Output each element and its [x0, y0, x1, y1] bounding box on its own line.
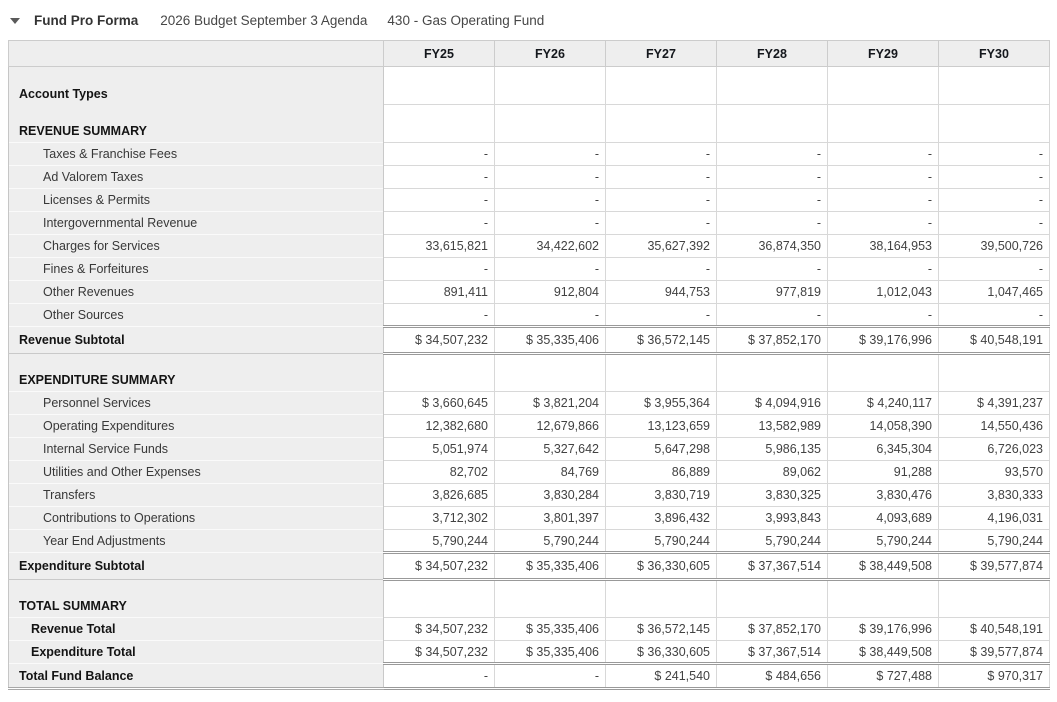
data-cell [717, 105, 828, 143]
column-header-fy29: FY29 [828, 41, 939, 67]
data-cell: - [828, 166, 939, 189]
data-cell [939, 67, 1050, 105]
data-cell [717, 580, 828, 618]
data-cell: 5,790,244 [717, 530, 828, 553]
data-cell: $ 37,367,514 [717, 641, 828, 664]
data-cell: - [939, 166, 1050, 189]
data-cell: 14,550,436 [939, 415, 1050, 438]
data-cell [939, 354, 1050, 392]
data-cell: $ 4,391,237 [939, 392, 1050, 415]
data-cell [384, 580, 495, 618]
data-cell: 82,702 [384, 461, 495, 484]
data-cell: 13,123,659 [606, 415, 717, 438]
table-row-expenditure-summary [9, 354, 1050, 392]
table-row-expenditure-total [9, 641, 1050, 664]
column-header-fy27: FY27 [606, 41, 717, 67]
fund-name: 430 - Gas Operating Fund [387, 12, 545, 28]
data-cell: - [384, 212, 495, 235]
data-cell: 912,804 [495, 281, 606, 304]
data-cell: 3,830,476 [828, 484, 939, 507]
row-label: Expenditure Total [9, 641, 384, 664]
data-cell: 13,582,989 [717, 415, 828, 438]
data-cell: $ 35,335,406 [495, 553, 606, 580]
data-cell: 1,012,043 [828, 281, 939, 304]
data-cell: - [606, 304, 717, 327]
data-cell: $ 35,335,406 [495, 327, 606, 354]
data-cell: - [606, 166, 717, 189]
data-cell: 5,790,244 [828, 530, 939, 553]
data-cell: $ 36,572,145 [606, 327, 717, 354]
data-cell: - [384, 189, 495, 212]
data-cell [606, 580, 717, 618]
data-cell: 977,819 [717, 281, 828, 304]
data-cell: - [717, 212, 828, 235]
data-cell [495, 354, 606, 392]
data-cell: $ 36,572,145 [606, 618, 717, 641]
row-label: TOTAL SUMMARY [9, 580, 384, 618]
data-cell: 86,889 [606, 461, 717, 484]
data-cell: $ 35,335,406 [495, 618, 606, 641]
data-cell [828, 580, 939, 618]
data-cell: 14,058,390 [828, 415, 939, 438]
row-label: Fines & Forfeitures [9, 258, 384, 281]
data-cell: 5,986,135 [717, 438, 828, 461]
data-cell: 12,382,680 [384, 415, 495, 438]
row-label: Personnel Services [9, 392, 384, 415]
data-cell: $ 35,335,406 [495, 641, 606, 664]
data-cell: - [939, 258, 1050, 281]
row-label: Operating Expenditures [9, 415, 384, 438]
data-cell: - [717, 189, 828, 212]
table-row-expenditure-subtotal [9, 553, 1050, 580]
data-cell: - [717, 258, 828, 281]
table-row-intergovernmental-revenue [9, 212, 1050, 235]
data-cell: $ 37,852,170 [717, 327, 828, 354]
row-label: Intergovernmental Revenue [9, 212, 384, 235]
data-cell: 3,830,325 [717, 484, 828, 507]
table-row-charges-for-services [9, 235, 1050, 258]
table-body [9, 67, 1050, 689]
data-cell: - [828, 189, 939, 212]
data-cell [939, 580, 1050, 618]
row-label: Ad Valorem Taxes [9, 166, 384, 189]
data-cell: - [495, 258, 606, 281]
data-cell: - [495, 212, 606, 235]
data-cell: 89,062 [717, 461, 828, 484]
data-cell: $ 39,577,874 [939, 641, 1050, 664]
data-cell: $ 4,094,916 [717, 392, 828, 415]
row-label: EXPENDITURE SUMMARY [9, 354, 384, 392]
table-row-revenue-subtotal [9, 327, 1050, 354]
data-cell: - [384, 143, 495, 166]
data-cell: 38,164,953 [828, 235, 939, 258]
data-cell: $ 484,656 [717, 664, 828, 689]
data-cell: - [606, 189, 717, 212]
data-cell: - [495, 189, 606, 212]
data-cell: $ 39,176,996 [828, 618, 939, 641]
data-cell: 944,753 [606, 281, 717, 304]
table-row-revenue-summary [9, 105, 1050, 143]
data-cell: - [384, 166, 495, 189]
report-header [0, 0, 1057, 40]
data-cell: 4,196,031 [939, 507, 1050, 530]
data-cell: 34,422,602 [495, 235, 606, 258]
data-cell: - [717, 143, 828, 166]
data-cell [939, 105, 1050, 143]
data-cell: 12,679,866 [495, 415, 606, 438]
table-row-total-summary [9, 580, 1050, 618]
column-header-fy25: FY25 [384, 41, 495, 67]
row-label: Transfers [9, 484, 384, 507]
data-cell [495, 580, 606, 618]
data-cell: 36,874,350 [717, 235, 828, 258]
column-header-fy26: FY26 [495, 41, 606, 67]
data-cell: - [495, 143, 606, 166]
data-cell [606, 354, 717, 392]
data-cell: $ 36,330,605 [606, 553, 717, 580]
row-label-header [9, 41, 384, 67]
data-cell [384, 105, 495, 143]
data-cell: $ 34,507,232 [384, 618, 495, 641]
data-cell: 3,830,333 [939, 484, 1050, 507]
data-cell: $ 241,540 [606, 664, 717, 689]
table-row-total-fund-balance [9, 664, 1050, 689]
data-cell: $ 38,449,508 [828, 641, 939, 664]
data-cell: $ 36,330,605 [606, 641, 717, 664]
data-cell: $ 39,577,874 [939, 553, 1050, 580]
data-cell: 84,769 [495, 461, 606, 484]
collapse-triangle-icon[interactable] [10, 18, 20, 24]
table-row-operating-expenditures [9, 415, 1050, 438]
data-cell: 39,500,726 [939, 235, 1050, 258]
data-cell: $ 34,507,232 [384, 553, 495, 580]
data-cell: $ 40,548,191 [939, 618, 1050, 641]
data-cell: 91,288 [828, 461, 939, 484]
data-cell: - [384, 304, 495, 327]
data-cell: - [495, 304, 606, 327]
column-header-fy28: FY28 [717, 41, 828, 67]
data-cell: - [606, 143, 717, 166]
data-cell [717, 67, 828, 105]
column-header-fy30: FY30 [939, 41, 1050, 67]
table-row-other-revenues [9, 281, 1050, 304]
row-label: Licenses & Permits [9, 189, 384, 212]
row-label: Revenue Subtotal [9, 327, 384, 354]
data-cell: $ 37,852,170 [717, 618, 828, 641]
data-cell: $ 4,240,117 [828, 392, 939, 415]
row-label: Taxes & Franchise Fees [9, 143, 384, 166]
table-row-licenses-permits [9, 189, 1050, 212]
row-label: REVENUE SUMMARY [9, 105, 384, 143]
data-cell: 6,726,023 [939, 438, 1050, 461]
data-cell [828, 105, 939, 143]
data-cell [384, 354, 495, 392]
data-cell [606, 67, 717, 105]
row-label: Contributions to Operations [9, 507, 384, 530]
data-cell: 891,411 [384, 281, 495, 304]
table-row-personnel-services [9, 392, 1050, 415]
data-cell: $ 37,367,514 [717, 553, 828, 580]
table-row-fines-forfeitures [9, 258, 1050, 281]
data-cell: - [939, 143, 1050, 166]
data-cell: 33,615,821 [384, 235, 495, 258]
data-cell: - [828, 258, 939, 281]
data-cell: 3,896,432 [606, 507, 717, 530]
row-label: Charges for Services [9, 235, 384, 258]
data-cell: $ 3,821,204 [495, 392, 606, 415]
data-cell: - [828, 212, 939, 235]
data-cell: - [717, 304, 828, 327]
row-label: Expenditure Subtotal [9, 553, 384, 580]
row-label: Internal Service Funds [9, 438, 384, 461]
data-cell: - [939, 212, 1050, 235]
row-label: Year End Adjustments [9, 530, 384, 553]
data-cell [384, 67, 495, 105]
row-label: Other Revenues [9, 281, 384, 304]
data-cell: - [828, 304, 939, 327]
data-cell [495, 105, 606, 143]
data-cell: $ 39,176,996 [828, 327, 939, 354]
data-cell: 5,790,244 [384, 530, 495, 553]
data-cell: - [717, 166, 828, 189]
data-cell: 5,790,244 [606, 530, 717, 553]
table-row-year-end-adjustments [9, 530, 1050, 553]
data-cell: $ 38,449,508 [828, 553, 939, 580]
data-cell: 5,790,244 [939, 530, 1050, 553]
data-cell: 3,712,302 [384, 507, 495, 530]
data-cell: 4,093,689 [828, 507, 939, 530]
data-cell [606, 105, 717, 143]
data-cell [495, 67, 606, 105]
data-cell: - [828, 143, 939, 166]
table-row-internal-service-funds [9, 438, 1050, 461]
report-title[interactable]: Fund Pro Forma [34, 12, 139, 28]
data-cell [828, 67, 939, 105]
data-cell: - [384, 258, 495, 281]
row-label: Other Sources [9, 304, 384, 327]
data-cell: 1,047,465 [939, 281, 1050, 304]
data-cell: $ 727,488 [828, 664, 939, 689]
data-cell: - [606, 212, 717, 235]
data-cell: 3,830,719 [606, 484, 717, 507]
data-cell: 5,790,244 [495, 530, 606, 553]
data-cell: 5,327,642 [495, 438, 606, 461]
row-label: Total Fund Balance [9, 664, 384, 689]
budget-name: 2026 Budget September 3 Agenda [160, 12, 368, 28]
data-cell: 93,570 [939, 461, 1050, 484]
table-row-taxes-franchise-fees [9, 143, 1050, 166]
data-cell [717, 354, 828, 392]
data-cell: - [606, 258, 717, 281]
row-label: Revenue Total [9, 618, 384, 641]
data-cell: $ 3,660,645 [384, 392, 495, 415]
data-cell [828, 354, 939, 392]
data-cell: 3,830,284 [495, 484, 606, 507]
data-cell: - [495, 664, 606, 689]
data-cell: $ 34,507,232 [384, 641, 495, 664]
column-header-row [9, 41, 1050, 67]
data-cell: 3,801,397 [495, 507, 606, 530]
data-cell: 5,647,298 [606, 438, 717, 461]
fund-pro-forma-table [8, 40, 1050, 690]
table-row-contributions-to-operations [9, 507, 1050, 530]
data-cell: $ 970,317 [939, 664, 1050, 689]
data-cell: 35,627,392 [606, 235, 717, 258]
data-cell: $ 3,955,364 [606, 392, 717, 415]
data-cell: $ 34,507,232 [384, 327, 495, 354]
table-row-transfers [9, 484, 1050, 507]
data-cell: - [384, 664, 495, 689]
table-row-utilities-and-other-expenses [9, 461, 1050, 484]
row-label: Account Types [9, 67, 384, 105]
data-cell: - [939, 189, 1050, 212]
data-cell: 5,051,974 [384, 438, 495, 461]
table-row-ad-valorem-taxes [9, 166, 1050, 189]
data-cell: - [939, 304, 1050, 327]
data-cell: 3,993,843 [717, 507, 828, 530]
table-row-other-sources [9, 304, 1050, 327]
table-row-account-types [9, 67, 1050, 105]
row-label: Utilities and Other Expenses [9, 461, 384, 484]
data-cell: 6,345,304 [828, 438, 939, 461]
data-cell: - [495, 166, 606, 189]
data-cell: $ 40,548,191 [939, 327, 1050, 354]
table-row-revenue-total [9, 618, 1050, 641]
data-cell: 3,826,685 [384, 484, 495, 507]
